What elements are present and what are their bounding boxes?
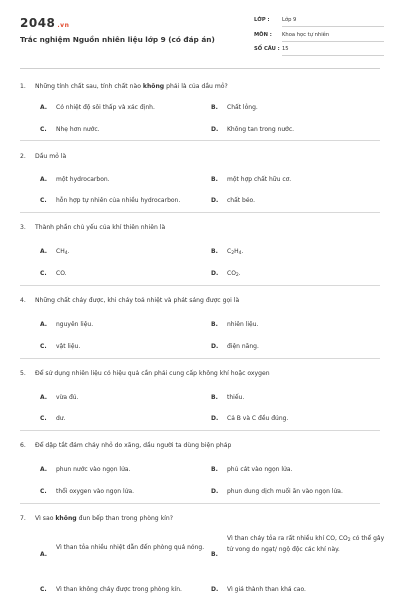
option-text: Có nhiệt độ sôi thấp và xác định. [56,104,155,111]
option-letter: C. [40,197,47,204]
question-number: 2. [20,153,26,160]
option-letter: A. [40,394,48,401]
logo-suffix: .vn [57,22,70,29]
meta-key: SỐ CÂU : [254,46,280,52]
option-letter: C. [40,343,47,350]
divider [20,358,380,359]
option-letter: A. [40,104,48,111]
option-letter: B. [211,551,218,558]
option-letter: A. [40,176,48,183]
question-text: Những chất cháy được, khi cháy toả nhiệt và phát sáng được gọi là [35,297,240,304]
meta-key: LỚP : [254,17,270,23]
option-letter: B. [211,176,218,183]
option-letter: A. [40,248,48,255]
option-text: nguyên liệu. [56,321,94,328]
option-text: CO. [56,270,67,277]
option-text: Cả B và C đều đúng. [227,415,289,422]
option-letter: A. [40,551,48,558]
meta-value: Khoa học tự nhiên [282,32,330,38]
option-letter: D. [211,586,219,593]
option-text: dư. [56,415,66,422]
option-text: Vì than tỏa nhiều nhiệt dẫn đến phòng quá nóng. [56,544,205,551]
question-text: Thành phần chủ yếu của khí thiên nhiên là [35,224,166,231]
option-letter: D. [211,343,219,350]
question-text: Để dập tắt đám cháy nhỏ do xăng, dầu người ta dùng biện pháp [35,442,232,449]
divider [20,285,380,286]
option-letter: D. [211,126,219,133]
option-letter: A. [40,321,48,328]
option-text: chất béo. [227,197,256,204]
option-letter: D. [211,415,219,422]
question-text: Dầu mỏ là [35,153,67,160]
option-text: vừa đủ. [56,394,79,401]
option-letter: A. [40,466,48,473]
option-letter: D. [211,270,219,277]
question-number: 7. [20,515,26,522]
option-text: một hydrocarbon. [56,176,110,183]
question-number: 4. [20,297,26,304]
option-letter: B. [211,104,218,111]
option-text: Nhẹ hơn nước. [56,126,100,133]
option-letter: C. [40,488,47,495]
meta-underline [282,41,384,42]
option-text: nhiên liệu. [227,321,259,328]
divider [20,430,380,431]
page-header [0,0,400,74]
option-text: Vì giá thành than khá cao. [227,586,306,593]
option-letter: D. [211,197,219,204]
option-text: $C_2H_4$. [227,248,244,256]
question-number: 1. [20,83,26,90]
option-letter: C. [40,126,47,133]
option-text: một hợp chất hữu cơ. [227,176,292,183]
question-text: Để sử dụng nhiên liệu có hiệu quả cần phải cung cấp không khí hoặc oxygen [35,370,270,377]
option-text: $CO_2$. [227,270,241,278]
question-number: 6. [20,442,26,449]
option-text: vật liệu. [56,343,81,350]
divider [20,140,380,141]
option-text: phủ cát vào ngọn lửa. [227,466,293,473]
option-text: thổi oxygen vào ngọn lửa. [56,488,135,495]
option-text: Vì than không cháy được trong phòng kín. [56,586,182,593]
divider [20,503,380,504]
logo-text: 2048 [20,16,56,30]
meta-value: Lớp 9 [282,17,297,23]
option-letter: C. [40,270,47,277]
question-text: Vì sao không đun bếp than trong phòng kín? [35,515,173,522]
option-letter: D. [211,488,219,495]
header-divider [20,68,380,69]
page-title: Trắc nghiệm Nguồn nhiên liệu lớp 9 (có đáp án) [20,35,215,44]
option-letter: C. [40,586,47,593]
option-text: Chất lỏng. [227,104,258,111]
option-letter: B. [211,466,218,473]
meta-underline [282,26,384,27]
option-text: thiếu. [227,394,245,401]
site-logo[interactable] [20,16,69,30]
option-text: điện năng. [227,343,259,350]
meta-underline [282,55,384,56]
option-letter: B. [211,394,218,401]
meta-key: MÔN : [254,32,272,38]
option-text: Vì than cháy tỏa ra rất nhiều khí CO, $CO_2$ có thể gây tử vong do ngạt/ ngộ độc các khí này. [227,535,385,553]
option-text: hỗn hợp tự nhiên của nhiều hydrocarbon. [56,197,181,204]
option-text: phun dung dịch muối ăn vào ngọn lửa. [227,488,343,495]
question-text: Những tính chất sau, tính chất nào không phải là của dầu mỏ? [35,83,228,90]
question-number: 5. [20,370,26,377]
question-number: 3. [20,224,26,231]
divider [20,212,380,213]
meta-value: 15 [282,46,289,52]
option-letter: B. [211,321,218,328]
option-text: phun nước vào ngọn lửa. [56,466,131,473]
option-letter: C. [40,415,47,422]
option-text: Không tan trong nước. [227,126,295,133]
option-letter: B. [211,248,218,255]
option-text: $CH_4$. [56,248,70,256]
